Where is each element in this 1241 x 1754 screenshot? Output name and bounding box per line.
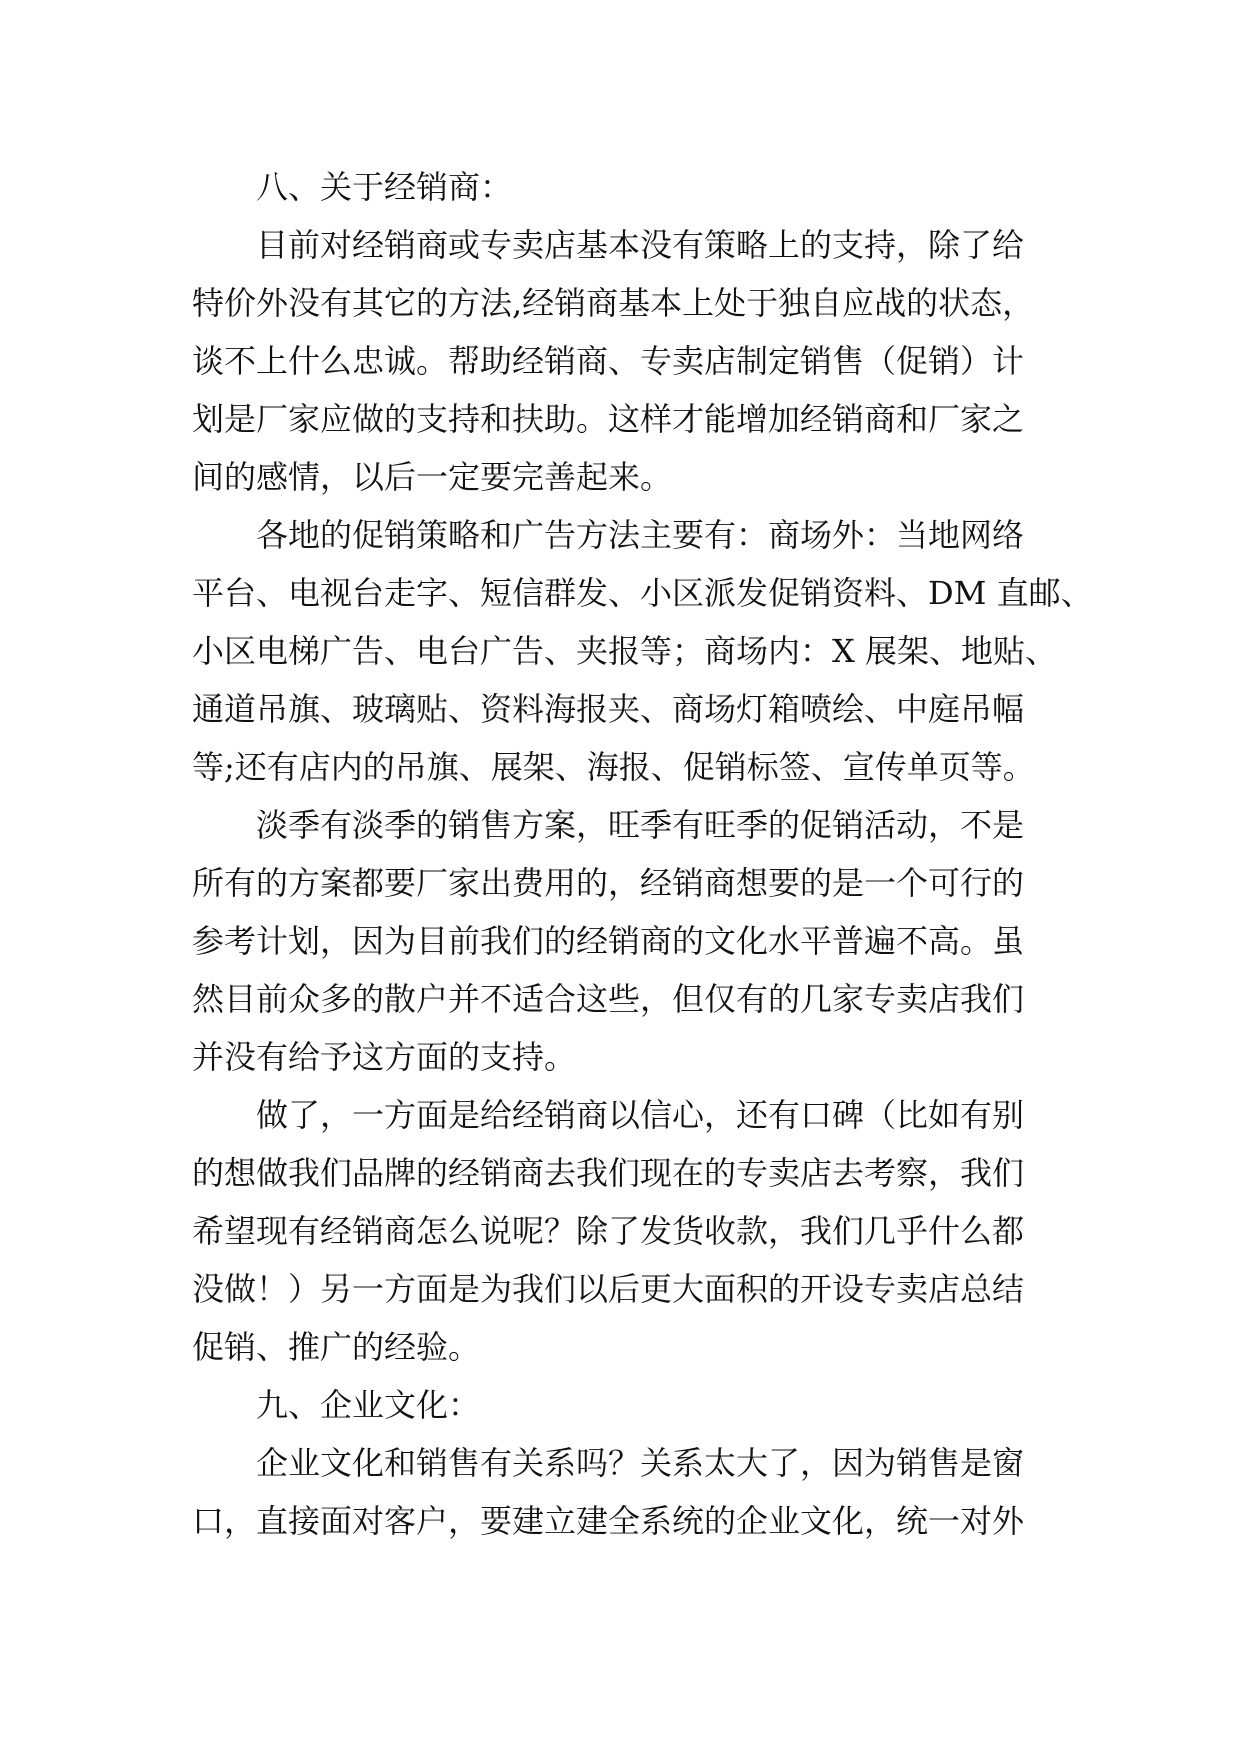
paragraph-line: 做了，一方面是给经销商以信心，还有口碑（比如有别: [256, 1096, 1025, 1134]
paragraph-line: 小区电梯广告、电台广告、夹报等；商场内：X 展架、地贴、: [192, 632, 1057, 670]
paragraph-line: 没做！）另一方面是为我们以后更大面积的开设专卖店总结: [192, 1270, 1025, 1308]
paragraph-line: 平台、电视台走字、短信群发、小区派发促销资料、DM 直邮、: [192, 574, 1093, 612]
paragraph-line: 谈不上什么忠诚。帮助经销商、专卖店制定销售（促销）计: [192, 342, 1025, 380]
paragraph-line: 通道吊旗、玻璃贴、资料海报夹、商场灯箱喷绘、中庭吊幅: [192, 690, 1025, 728]
document-body: [192, 158, 1093, 1550]
paragraph-line: 目前对经销商或专卖店基本没有策略上的支持，除了给: [256, 226, 1025, 264]
paragraph-line: 的想做我们品牌的经销商去我们现在的专卖店去考察，我们: [192, 1154, 1025, 1192]
section-heading-distributors: 八、关于经销商：: [256, 168, 513, 206]
paragraph-line: 各地的促销策略和广告方法主要有：商场外：当地网络: [256, 516, 1025, 554]
paragraph-line: 促销、推广的经验。: [192, 1328, 481, 1366]
paragraph-line: 淡季有淡季的销售方案，旺季有旺季的促销活动，不是: [256, 806, 1025, 844]
section-heading-corporate-culture: 九、企业文化：: [256, 1386, 481, 1424]
paragraph-line: 希望现有经销商怎么说呢？除了发货收款，我们几乎什么都: [192, 1212, 1025, 1250]
paragraph-line: 并没有给予这方面的支持。: [192, 1038, 577, 1076]
paragraph-line: 然目前众多的散户并不适合这些，但仅有的几家专卖店我们: [192, 980, 1025, 1018]
paragraph-line: 所有的方案都要厂家出费用的，经销商想要的是一个可行的: [192, 864, 1025, 902]
paragraph-line: 特价外没有其它的方法,经销商基本上处于独自应战的状态，: [192, 284, 1035, 322]
paragraph-line: 划是厂家应做的支持和扶助。这样才能增加经销商和厂家之: [192, 400, 1025, 438]
paragraph-line: 口，直接面对客户，要建立建全系统的企业文化，统一对外: [192, 1502, 1025, 1540]
paragraph-line: 企业文化和销售有关系吗？关系太大了，因为销售是窗: [256, 1444, 1025, 1482]
paragraph-line: 等;还有店内的吊旗、展架、海报、促销标签、宣传单页等。: [192, 748, 1035, 786]
paragraph-line: 间的感情，以后一定要完善起来。: [192, 458, 673, 496]
paragraph-line: 参考计划，因为目前我们的经销商的文化水平普遍不高。虽: [192, 922, 1025, 960]
